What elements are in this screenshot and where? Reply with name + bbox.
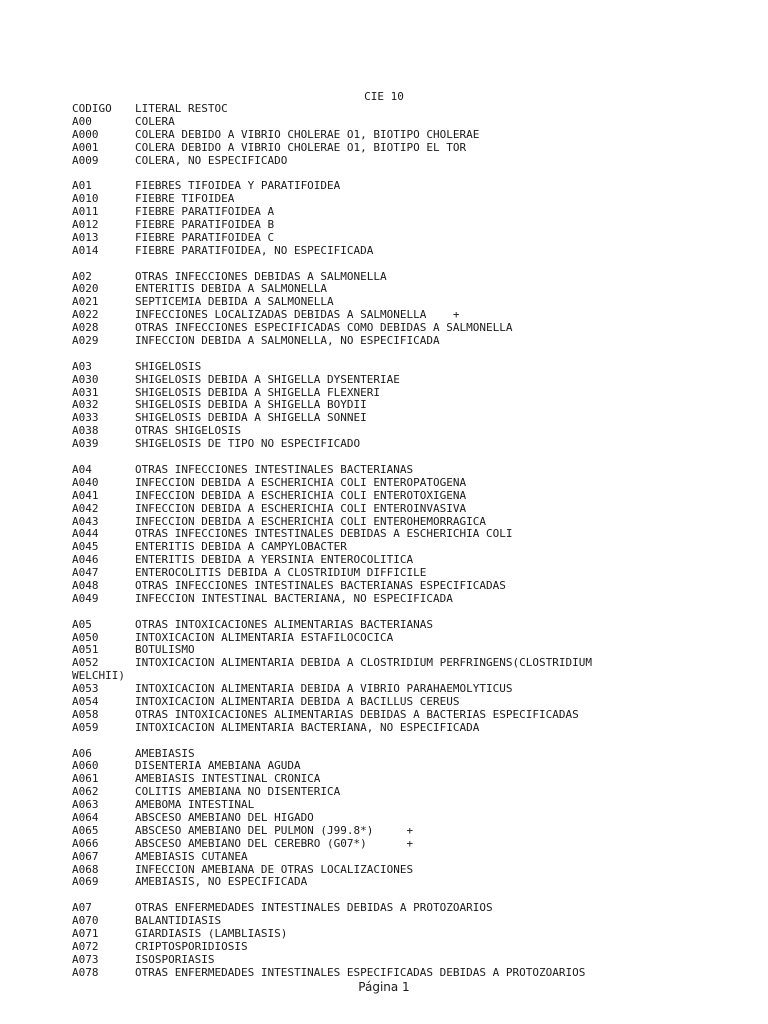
item-code: A032 [72, 398, 99, 412]
list-item [72, 722, 762, 735]
list-item [72, 876, 762, 889]
item-description: ISOSPORIASIS [135, 952, 215, 966]
list-item [72, 142, 762, 155]
item-code: A033 [72, 411, 99, 425]
item-code: A049 [72, 591, 99, 605]
item-code: A044 [72, 527, 99, 541]
item-code: A043 [72, 514, 99, 528]
item-description: OTRAS SHIGELOSIS [135, 424, 241, 438]
item-code: A067 [72, 849, 99, 863]
item-code: A042 [72, 501, 99, 515]
item-code: A053 [72, 682, 99, 696]
item-description: SHIGELOSIS DEBIDA A SHIGELLA SONNEI [135, 411, 367, 425]
item-code: A058 [72, 707, 99, 721]
item-description: INTOXICACION ALIMENTARIA DEBIDA A CLOSTRIDIUM PERFRINGENS(CLOSTRIDIUM [135, 656, 592, 670]
list-item [72, 928, 762, 941]
item-code: A072 [72, 939, 99, 953]
item-code: A031 [72, 385, 99, 399]
item-description: OTRAS ENFERMEDADES INTESTINALES DEBIDAS A PROTOZOARIOS [135, 901, 493, 915]
blank-line [72, 258, 762, 271]
column-header-row [72, 103, 762, 116]
item-description: CRIPTOSPORIDIOSIS [135, 939, 248, 953]
list-item [72, 696, 762, 709]
item-description: OTRAS INFECCIONES DEBIDAS A SALMONELLA [135, 269, 387, 283]
item-code: A064 [72, 810, 99, 824]
item-description: FIEBRE PARATIFOIDEA B [135, 218, 275, 232]
item-code: A030 [72, 372, 99, 386]
item-code: A02 [72, 269, 92, 283]
list-item [72, 593, 762, 606]
item-description: FIEBRE PARATIFOIDEA, NO ESPECIFICADA [135, 243, 374, 257]
item-code: A038 [72, 424, 99, 438]
item-description: ENTERITIS DEBIDA A CAMPYLOBACTER [135, 540, 347, 554]
item-description: FIEBRES TIFOIDEA Y PARATIFOIDEA [135, 179, 341, 193]
item-code: A001 [72, 140, 99, 154]
item-description: SHIGELOSIS DEBIDA A SHIGELLA BOYDII [135, 398, 367, 412]
item-code: A011 [72, 205, 99, 219]
code-list [72, 103, 762, 980]
list-item [72, 812, 762, 825]
item-code: A000 [72, 127, 99, 141]
item-description: SEPTICEMIA DEBIDA A SALMONELLA [135, 295, 334, 309]
item-description: INFECCION DEBIDA A ESCHERICHIA COLI ENTEROHEMORRAGICA [135, 514, 486, 528]
item-code: A068 [72, 862, 99, 876]
item-description: ABSCESO AMEBIANO DEL PULMON (J99.8*) + [135, 823, 414, 837]
item-code: A059 [72, 720, 99, 734]
item-description: OTRAS INTOXICACIONES ALIMENTARIAS BACTERIANAS [135, 617, 434, 631]
item-code: A029 [72, 334, 99, 348]
item-description: ENTEROCOLITIS DEBIDA A CLOSTRIDIUM DIFFICILE [135, 566, 427, 580]
item-code: A021 [72, 295, 99, 309]
item-description: SHIGELOSIS DE TIPO NO ESPECIFICADO [135, 437, 361, 451]
item-code: A07 [72, 901, 92, 915]
item-code: A070 [72, 914, 99, 928]
item-code: A03 [72, 359, 92, 373]
list-item [72, 335, 762, 348]
item-description: COLITIS AMEBIANA NO DISENTERICA [135, 785, 341, 799]
item-code: A060 [72, 759, 99, 773]
item-description: FIEBRE PARATIFOIDEA C [135, 230, 275, 244]
list-item [72, 374, 762, 387]
item-description: OTRAS ENFERMEDADES INTESTINALES ESPECIFICADAS DEBIDAS A PROTOZOARIOS [135, 965, 586, 979]
list-item [72, 709, 762, 722]
item-code: A051 [72, 643, 99, 657]
list-item [72, 657, 762, 670]
page-number: Página 1 [358, 980, 410, 994]
blank-line [72, 348, 762, 361]
item-description: AMEBIASIS INTESTINAL CRONICA [135, 772, 321, 786]
item-code: A00 [72, 114, 92, 128]
item-description: SHIGELOSIS [135, 359, 202, 373]
list-item [72, 619, 762, 632]
list-item [72, 219, 762, 232]
item-code: A05 [72, 617, 92, 631]
list-item [72, 477, 762, 490]
item-code: A071 [72, 927, 99, 940]
item-description: GIARDIASIS (LAMBLIASIS) [135, 927, 288, 940]
item-description: SHIGELOSIS DEBIDA A SHIGELLA FLEXNERI [135, 385, 381, 399]
item-code: A045 [72, 540, 99, 554]
item-description: DISENTERIA AMEBIANA AGUDA [135, 759, 301, 773]
item-description: COLERA, NO ESPECIFICADO [135, 153, 288, 167]
item-code: A047 [72, 566, 99, 580]
list-item [72, 232, 762, 245]
list-item [72, 580, 762, 593]
item-code: A046 [72, 553, 99, 567]
item-code: A020 [72, 282, 99, 296]
item-description: COLERA [135, 114, 175, 128]
item-description: INFECCION DEBIDA A ESCHERICHIA COLI ENTEROTOXIGENA [135, 488, 467, 502]
list-item [72, 245, 762, 258]
item-code: A078 [72, 965, 99, 979]
list-item [72, 954, 762, 967]
item-code: A040 [72, 475, 99, 489]
list-item [72, 851, 762, 864]
item-code: A041 [72, 488, 99, 502]
item-description: ENTERITIS DEBIDA A SALMONELLA [135, 282, 328, 296]
item-code: A062 [72, 785, 99, 799]
item-description: INFECCION DEBIDA A ESCHERICHIA COLI ENTEROINVASIVA [135, 501, 467, 515]
item-code: A052 [72, 656, 99, 670]
item-description: OTRAS INFECCIONES INTESTINALES BACTERIANAS ESPECIFICADAS [135, 578, 506, 592]
item-code: WELCHII) [72, 669, 125, 683]
item-description: INFECCIONES LOCALIZADAS DEBIDAS A SALMONELLA + [135, 308, 460, 322]
document-title: CIE 10 [364, 90, 404, 103]
item-description: COLERA DEBIDO A VIBRIO CHOLERAE O1, BIOTIPO EL TOR [135, 140, 467, 154]
item-description: INTOXICACION ALIMENTARIA BACTERIANA, NO ESPECIFICADA [135, 720, 480, 734]
list-item [72, 438, 762, 451]
item-description: OTRAS INFECCIONES INTESTINALES BACTERIANAS [135, 462, 414, 476]
item-code: A028 [72, 321, 99, 335]
item-code: A013 [72, 230, 99, 244]
list-item [72, 825, 762, 838]
item-description: OTRAS INFECCIONES ESPECIFICADAS COMO DEBIDAS A SALMONELLA [135, 321, 513, 335]
item-code: A06 [72, 746, 92, 760]
item-code: A010 [72, 192, 99, 206]
item-description: AMEBIASIS, NO ESPECIFICADA [135, 875, 308, 889]
item-code: A066 [72, 836, 99, 850]
item-code: A054 [72, 694, 99, 708]
list-item [72, 941, 762, 954]
item-description: INFECCION INTESTINAL BACTERIANA, NO ESPECIFICADA [135, 591, 453, 605]
item-code: A01 [72, 179, 92, 193]
list-item [72, 129, 762, 142]
list-item [72, 361, 762, 374]
blank-line [72, 735, 762, 748]
item-description: OTRAS INTOXICACIONES ALIMENTARIAS DEBIDAS A BACTERIAS ESPECIFICADAS [135, 707, 579, 721]
item-code: A014 [72, 243, 99, 257]
list-item [72, 967, 762, 980]
item-code: A012 [72, 218, 99, 232]
item-code: A073 [72, 952, 99, 966]
item-description: AMEBIASIS CUTANEA [135, 849, 248, 863]
item-code: A039 [72, 437, 99, 451]
item-description: INFECCION AMEBIANA DE OTRAS LOCALIZACIONES [135, 862, 414, 876]
list-item [72, 464, 762, 477]
item-description: ABSCESO AMEBIANO DEL CEREBRO (G07*) + [135, 836, 414, 850]
item-description: COLERA DEBIDO A VIBRIO CHOLERAE O1, BIOTIPO CHOLERAE [135, 127, 480, 141]
item-description: FIEBRE PARATIFOIDEA A [135, 205, 275, 219]
item-code: A04 [72, 462, 92, 476]
list-item [72, 503, 762, 516]
item-description: INTOXICACION ALIMENTARIA DEBIDA A BACILLUS CEREUS [135, 694, 460, 708]
item-code: A050 [72, 630, 99, 644]
column-header-code: CODIGO [72, 102, 112, 115]
item-code: A063 [72, 798, 99, 812]
item-description: INTOXICACION ALIMENTARIA ESTAFILOCOCICA [135, 630, 394, 644]
item-description: INFECCION DEBIDA A SALMONELLA, NO ESPECIFICADA [135, 334, 440, 348]
blank-line [72, 606, 762, 619]
item-code: A069 [72, 875, 99, 889]
item-description: ABSCESO AMEBIANO DEL HIGADO [135, 810, 314, 824]
item-code: A065 [72, 823, 99, 837]
item-description: BALANTIDIASIS [135, 914, 222, 928]
list-item [72, 116, 762, 129]
item-description: INTOXICACION ALIMENTARIA DEBIDA A VIBRIO PARAHAEMOLYTICUS [135, 682, 513, 696]
blank-line [72, 451, 762, 464]
item-code: A061 [72, 772, 99, 786]
item-description: SHIGELOSIS DEBIDA A SHIGELLA DYSENTERIAE [135, 372, 400, 386]
list-item [72, 838, 762, 851]
column-header-text: LITERAL RESTOC [135, 102, 228, 115]
item-description: AMEBOMA INTESTINAL [135, 798, 255, 812]
item-code: A009 [72, 153, 99, 167]
list-item [72, 155, 762, 168]
item-description: FIEBRE TIFOIDEA [135, 192, 235, 206]
item-description: AMEBIASIS [135, 746, 195, 760]
item-code: A022 [72, 308, 99, 322]
item-description: INFECCION DEBIDA A ESCHERICHIA COLI ENTEROPATOGENA [135, 475, 467, 489]
item-description: BOTULISMO [135, 643, 195, 657]
item-description: OTRAS INFECCIONES INTESTINALES DEBIDAS A ESCHERICHIA COLI [135, 527, 513, 541]
item-code: A048 [72, 578, 99, 592]
list-item [72, 490, 762, 503]
item-description: ENTERITIS DEBIDA A YERSINIA ENTEROCOLITICA [135, 553, 414, 567]
